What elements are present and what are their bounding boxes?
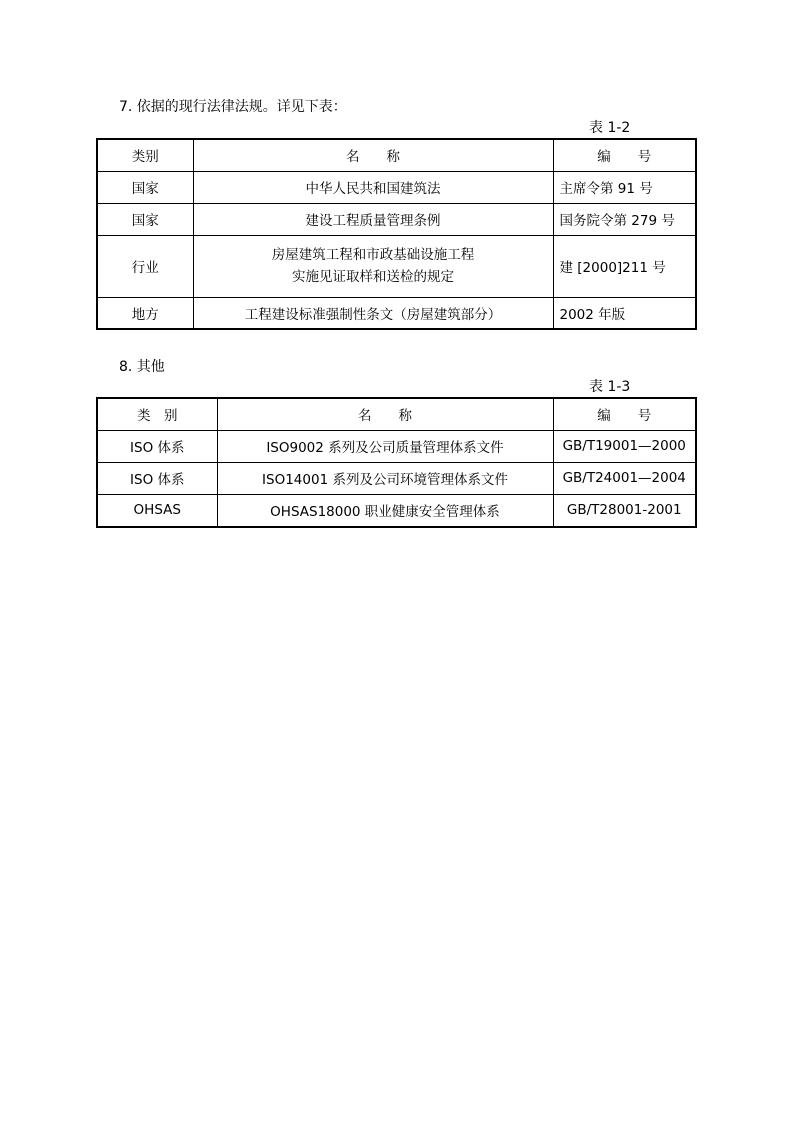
table-row <box>97 462 696 494</box>
table-1-2-header-row <box>97 139 696 171</box>
row-code: GB/T24001—2004 <box>553 462 696 494</box>
table-1-3-caption: 表 1-3 <box>589 379 631 395</box>
row-category: ISO 体系 <box>97 462 217 494</box>
row-code: 2002 年版 <box>553 297 696 329</box>
table-1-3-header-row <box>97 398 696 430</box>
table-row <box>97 171 696 203</box>
row-name: ISO14001 系列及公司环境管理体系文件 <box>217 462 553 494</box>
row-code: 国务院令第 279 号 <box>553 203 696 235</box>
row-code: 建 [2000]211 号 <box>553 235 696 297</box>
row-name: OHSAS18000 职业健康安全管理体系 <box>217 494 553 527</box>
table-1-2 <box>96 138 697 330</box>
row-category: 行业 <box>97 235 193 297</box>
row-name: 工程建设标准强制性条文（房屋建筑部分） <box>193 297 553 329</box>
table-row <box>97 297 696 329</box>
row-name: 建设工程质量管理条例 <box>193 203 553 235</box>
header-category: 类别 <box>97 139 193 171</box>
header-name: 名 称 <box>217 398 553 430</box>
row-category: 国家 <box>97 203 193 235</box>
table-row <box>97 494 696 527</box>
table-row <box>97 430 696 462</box>
section-7-heading: 7. 依据的现行法律法规。详见下表： <box>119 99 347 115</box>
row-category: 地方 <box>97 297 193 329</box>
row-name-line-1: 房屋建筑工程和市政基础设施工程 <box>271 247 475 263</box>
header-code: 编 号 <box>553 398 696 430</box>
header-name: 名 称 <box>193 139 553 171</box>
row-name-line-2: 实施见证取样和送检的规定 <box>292 269 454 285</box>
row-code: GB/T19001—2000 <box>553 430 696 462</box>
row-name: ISO9002 系列及公司质量管理体系文件 <box>217 430 553 462</box>
table-1-3 <box>96 397 697 528</box>
row-name <box>193 235 553 297</box>
row-name: 中华人民共和国建筑法 <box>193 171 553 203</box>
table-row <box>97 235 696 297</box>
row-category: OHSAS <box>97 494 217 527</box>
header-category: 类 别 <box>97 398 217 430</box>
header-code: 编 号 <box>553 139 696 171</box>
table-1-2-caption: 表 1-2 <box>589 120 631 136</box>
section-8-heading: 8. 其他 <box>119 359 165 375</box>
row-code: GB/T28001-2001 <box>553 494 696 527</box>
row-category: 国家 <box>97 171 193 203</box>
row-code: 主席令第 91 号 <box>553 171 696 203</box>
table-row <box>97 203 696 235</box>
row-category: ISO 体系 <box>97 430 217 462</box>
